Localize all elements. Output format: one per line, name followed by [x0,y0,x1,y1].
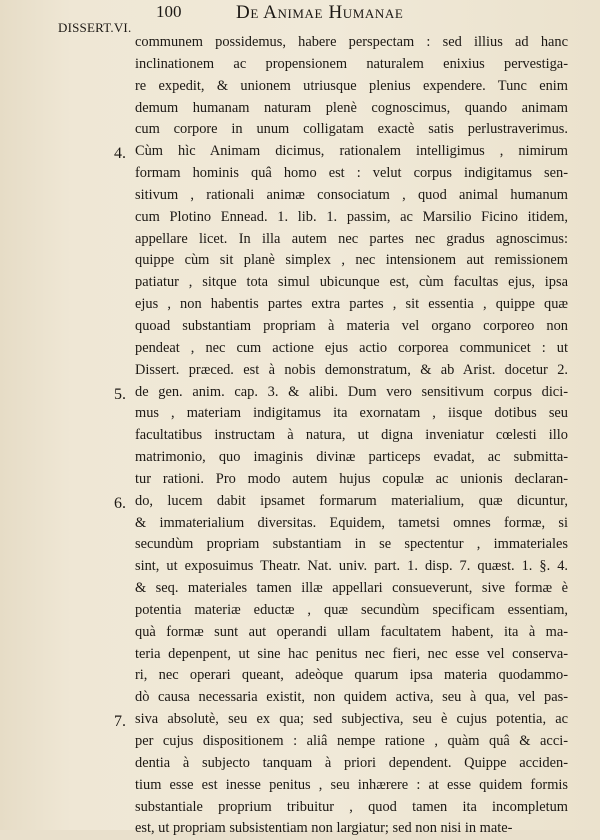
text-line: dò causa necessaria existit, non quidem activa, seu à qua, vel pas- [135,689,568,706]
book-title: De Animae Humanae [236,2,404,23]
text-line: facultatibus instructam à natura, ut digna inveniatur cœlesti illo [135,427,568,444]
text-line: tium esse est inesse penitus , seu inhærere : at esse quidem formis [135,776,568,793]
text-line: dentia à subjecto tanquam à priori dependent. Quippe acciden- [135,754,568,771]
text-line: de gen. anim. cap. 3. & alibi. Dum vero sensitivum corpus dici- [135,383,568,400]
text-line: ri, nec operari queant, adeòque quarum ipsa materia quodammo- [135,667,568,684]
text-line: mus , materiam indigitamus ita exornatam , iisque dotibus seu [135,405,568,422]
page-number: 100 [156,2,182,21]
text-line: sint, ut exposuimus Theatr. Nat. univ. part. 1. disp. 7. quæst. 1. §. 4. [135,558,568,575]
text-line: Dissert. præced. est à nobis demonstratum, & ab Arist. docetur 2. [135,361,568,378]
dissertation-label: DISSERT.VI. [58,20,132,35]
text-line: cum Plotino Ennead. 1. lib. 1. passim, ac Marsilio Ficino itidem, [135,208,568,225]
text-line: est, ut propriam subsistentiam non largiatur; sed non nisi in mate- [135,820,513,837]
text-line: Cùm hìc Animam dicimus, rationalem intelligimus , nimirum [135,143,568,160]
text-line: demum humanam naturam plenè cognoscimus, quando animam [135,99,568,116]
text-line: cum corpore in unum colligatam exactè satis perlustraverimus. [135,121,568,138]
text-line: re expedit, & unionem utriusque plenius expendere. Tunc enim [135,77,568,94]
text-line: potentia materiæ eductæ , quæ secundùm specificam essentiam, [135,601,568,618]
margin-number: 4. [114,145,126,163]
text-line: teria depenpent, ut sine hac penitus nec fieri, nec esse vel conserva- [135,645,568,662]
text-line: pendeat , nec cum actione ejus actio corporea communicet : ut [135,339,568,356]
text-line: formam hominis quâ homo est : velut corpus indigitamus sen- [135,165,568,182]
text-line: patiatur , sitque tota simul ubicunque est, cùm facultas ejus, ipsa [135,274,568,291]
text-line: ejus , non habentis partes extra partes , sit essentia , quippe quæ [135,296,568,313]
text-line: & immaterialium diversitas. Equidem, tametsi omnes formæ, si [135,514,568,531]
margin-number: 7. [114,713,126,731]
text-line: communem possidemus, habere perspectam : sed illius ad hanc [135,34,568,50]
text-line: siva absolutè, seu ex qua; sed subjectiva, seu è cujus potentia, ac [135,711,568,728]
text-line: do, lucem dabit ipsamet formarum materialium, quæ dicuntur, [135,492,568,509]
text-line: secundùm propriam substantiam in se spectentur , immateriales [135,536,568,553]
text-line: appellare licet. In illa autem nec partes nec gradus agnoscimus: [135,230,568,247]
text-line: matrimonio, quo imaginis divinæ particeps evadat, ac submitta- [135,449,568,466]
text-line: quà formæ sunt aut operandi ullam facultatem habent, ita à ma- [135,623,568,640]
text-line: quippe cùm sit planè simplex , nec intensionem aut remissionem [135,252,568,269]
body-text [135,32,568,840]
margin-number: 6. [114,494,126,512]
text-line: inclinationem ac propensionem naturalem enixius pervestiga- [135,55,568,72]
text-line: quoad substantiam propriam à materia vel organo corporeo non [135,317,568,334]
margin-number: 5. [114,385,126,403]
text-line: & seq. materiales tamen illæ appellari consueverunt, sive formæ è [135,580,568,597]
text-line: tur rationi. Pro modo autem hujus copulæ ac unionis declaran- [135,470,568,487]
text-line: substantiale proprium tribuitur , quod tamen ita incompletum [135,798,568,815]
text-line: sitivum , rationali animæ consociatum , quod animal humanum [135,186,568,203]
text-line: per cujus dispositionem : aliâ nempe ratione , quàm quâ & acci- [135,733,568,749]
